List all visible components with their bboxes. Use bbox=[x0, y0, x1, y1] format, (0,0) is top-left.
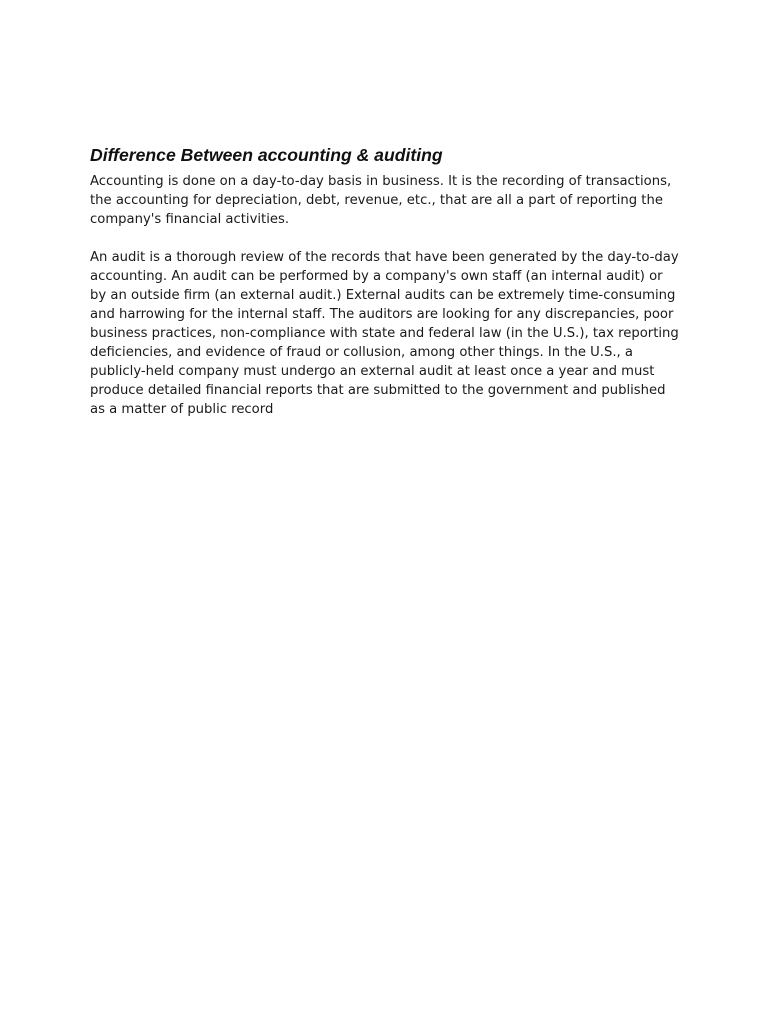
document-content bbox=[90, 144, 682, 419]
document-title: Difference Between accounting & auditing bbox=[90, 145, 443, 165]
paragraph-accounting: Accounting is done on a day-to-day basis in business. It is the recording of transactions, the accounting for depreciation, debt, revenue, etc., that are all a part of reporting the company's financial activities. bbox=[90, 174, 672, 227]
paragraph-audit: An audit is a thorough review of the records that have been generated by the day-to-day accounting. An audit can be performed by a company's own staff (an internal audit) or by an outside firm (an external audit.) External audits can be extremely time-consuming and harrowing for the internal staff. The auditors are looking for any discrepancies, poor business practices, non-compliance with state and federal law (in the U.S.), tax reporting deficiencies, and evidence of fraud or collusion, among other things. In the U.S., a publicly-held company must undergo an external audit at least once a year and must produce detailed financial reports that are submitted to the government and published as a matter of public record bbox=[90, 250, 679, 417]
